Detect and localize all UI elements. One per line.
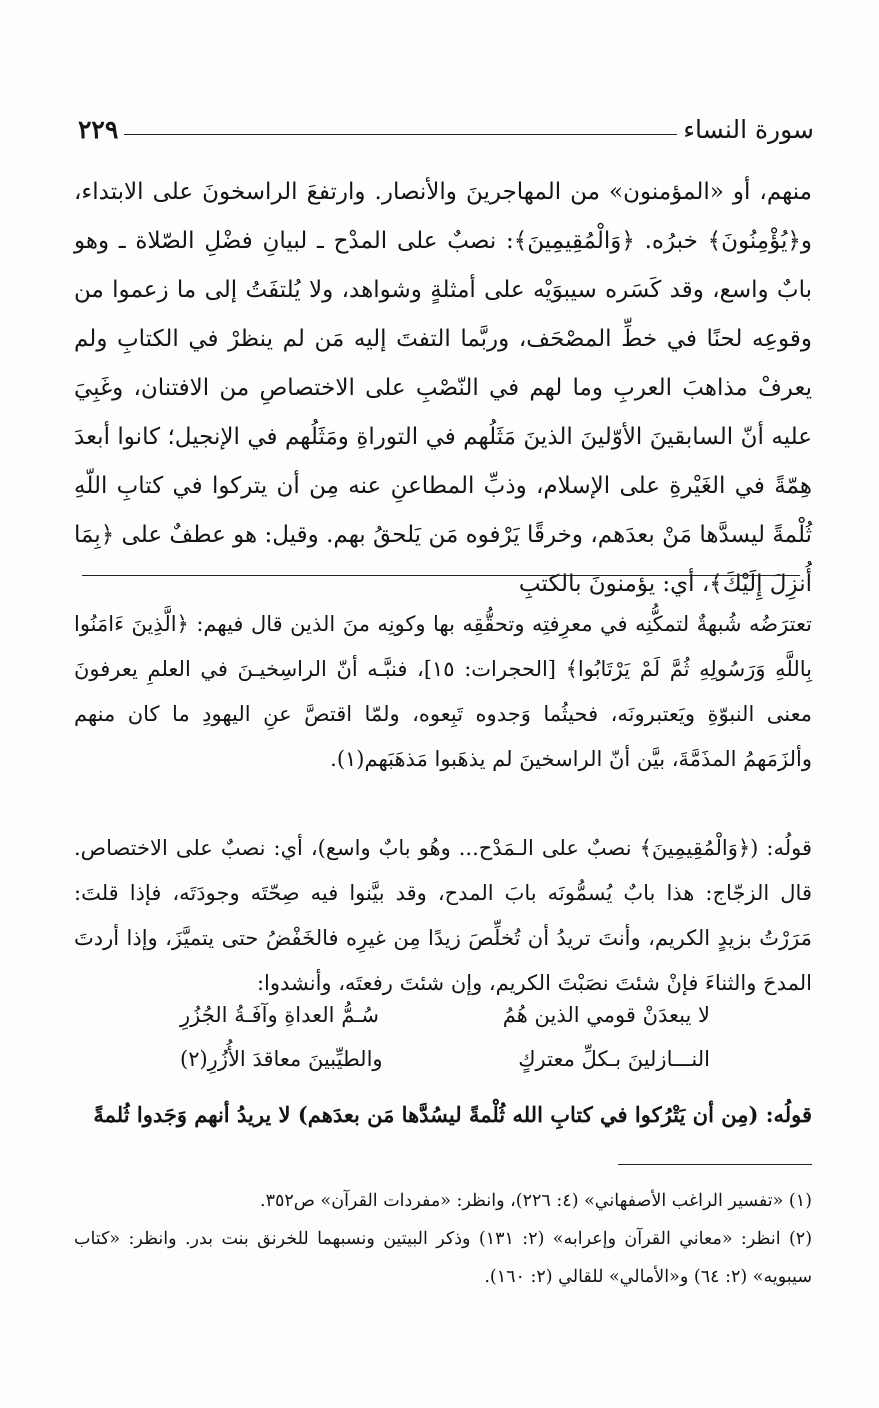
hemistich-right: لا يبعدَنْ قومي الذين هُمُ [502,1003,710,1027]
quoted-passage-2: قولُه: (مِن أن يَتْرُكوا في كتابِ الله ثُلْمةً ليسُدَّها مَن بعدَهم) لا يريدُ أنهم وَجَدوا ثُلمةً [93,1102,812,1127]
footnotes [74,1182,812,1296]
page-number: ٢٢٩ [78,115,119,144]
hemistich-left: سُـمُّ العداةِ وآفَـةُ الجُزُرِ [180,1003,379,1027]
hemistich-right: النـــازلينَ بـكلِّ معتركٍ [518,1047,710,1071]
footnote: (١) «تفسير الراغب الأصفهاني» (٤: ٢٢٦)، وانظر: «مفردات القرآن» ص٣٥٢. [260,1191,812,1211]
main-text: منهم، أو «المؤمنون» من المهاجرينَ والأنصار. وارتفعَ الراسخونَ على الابتداء، و﴿يُؤْمِنُونَ﴾ خبرُه. ﴿وَالْمُقِيمِينَ﴾: نصبٌ على المدْح ـ لبيانِ فضْلِ الصّلاة ـ وهو بابٌ واسع، وقد كَسَره سيبوَيْه على أمثلةٍ وشواهد، ولا يُلتفَتُ إلى ما زعموا من وقوعِه لحنًا في خطِّ المصْحَف، وربَّما التفتَ إليه مَن لم ينظرْ في الكتابِ ولم يعرفْ مذاهبَ العربِ وما لهم في النّصْبِ على الاختصاصِ من الافتنان، وغَبِيَ عليه أنّ السابقينَ الأوّلينَ الذينَ مَثَلُهم في التوراةِ ومَثَلُهم في الإنجيل؛ كانوا أبعدَ هِمّةً في الغَيْرةِ على الإسلام، وذبِّ المطاعنِ عنه مِن أن يتركوا في كتابِ اللّهِ ثُلْمةً ليسدَّها مَنْ بعدَهم، وخرقًا يَرْفوه مَن يَلحقُ بهم. وقيل: هو عطفٌ على ﴿بِمَا أُنزِلَ إِلَيْكَ﴾، أي: يؤمنونَ بالكتبِ [74,179,812,597]
header-rule [124,134,677,135]
footnote: (٢) انظر: «معاني القرآن وإعرابه» (٢: ١٣١) وذكر البيتين ونسبهما للخرنق بنت بدر. وانظر: «كتاب سيبويه» (٢: ٦٤) و«الأمالي» للقالي (٢: ١٦٠). [74,1229,813,1287]
section-divider [82,575,800,576]
poem [180,993,710,1081]
quoted-passage: قولُه: (﴿وَالْمُقِيمِينَ﴾ نصبٌ على الـمَدْح... وهُو بابٌ واسع)، أي: نصبٌ على الاختصاص. قال الزجّاج: هذا بابٌ يُسمُّونَه بابَ المدح، وقد بيَّنوا فيه صِحّتَه وجودَتَه، فإذا قلتَ: مَرَرْتُ بزيدٍ الكريم، وأنتَ تريدُ أن تُخلِّصَ زيدًا مِن غيرِه فالخَفْضُ حتى يتميَّزَ، وإذا أردتَ المدحَ والثناءَ فإنْ شئتَ نصَبْتَ الكريم، وإن شئتَ رفعتَه، وأنشدوا: [74,836,812,995]
footnote-divider [618,1164,812,1165]
running-header [78,104,814,144]
hemistich-left: والطيِّبينَ معاقدَ الأُزُرِ(٢) [180,1047,383,1071]
commentary-paragraph: تعترَضُه شُبهةٌ لتمكُّنِه في معرِفتِه وتحقُّقِه بها وكونِه منَ الذين قال فيهم: ﴿الَّذِينَ ءَامَنُوا بِاللَّهِ وَرَسُولِهِ ثُمَّ لَمْ يَرْتَابُوا﴾ [الحجرات: ١٥]، فنبَّـه أنّ الراسِخيـنَ في العلمِ يعرفونَ معنى النبوّةِ ويَعتبرونَه، فحيثُما وَجدوه تَبِعوه، ولمّا اقتصَّ عنِ اليهودِ ما كان منهم وألزَمَهمُ المذَمَّةَ، بيَّن أنّ الراسخينَ لم يذهَبوا مَذهَبَهم(١). [74,612,812,771]
poem-verse [180,993,710,1037]
poem-verse [180,1037,710,1081]
surah-title: سورة النساء [683,115,814,144]
